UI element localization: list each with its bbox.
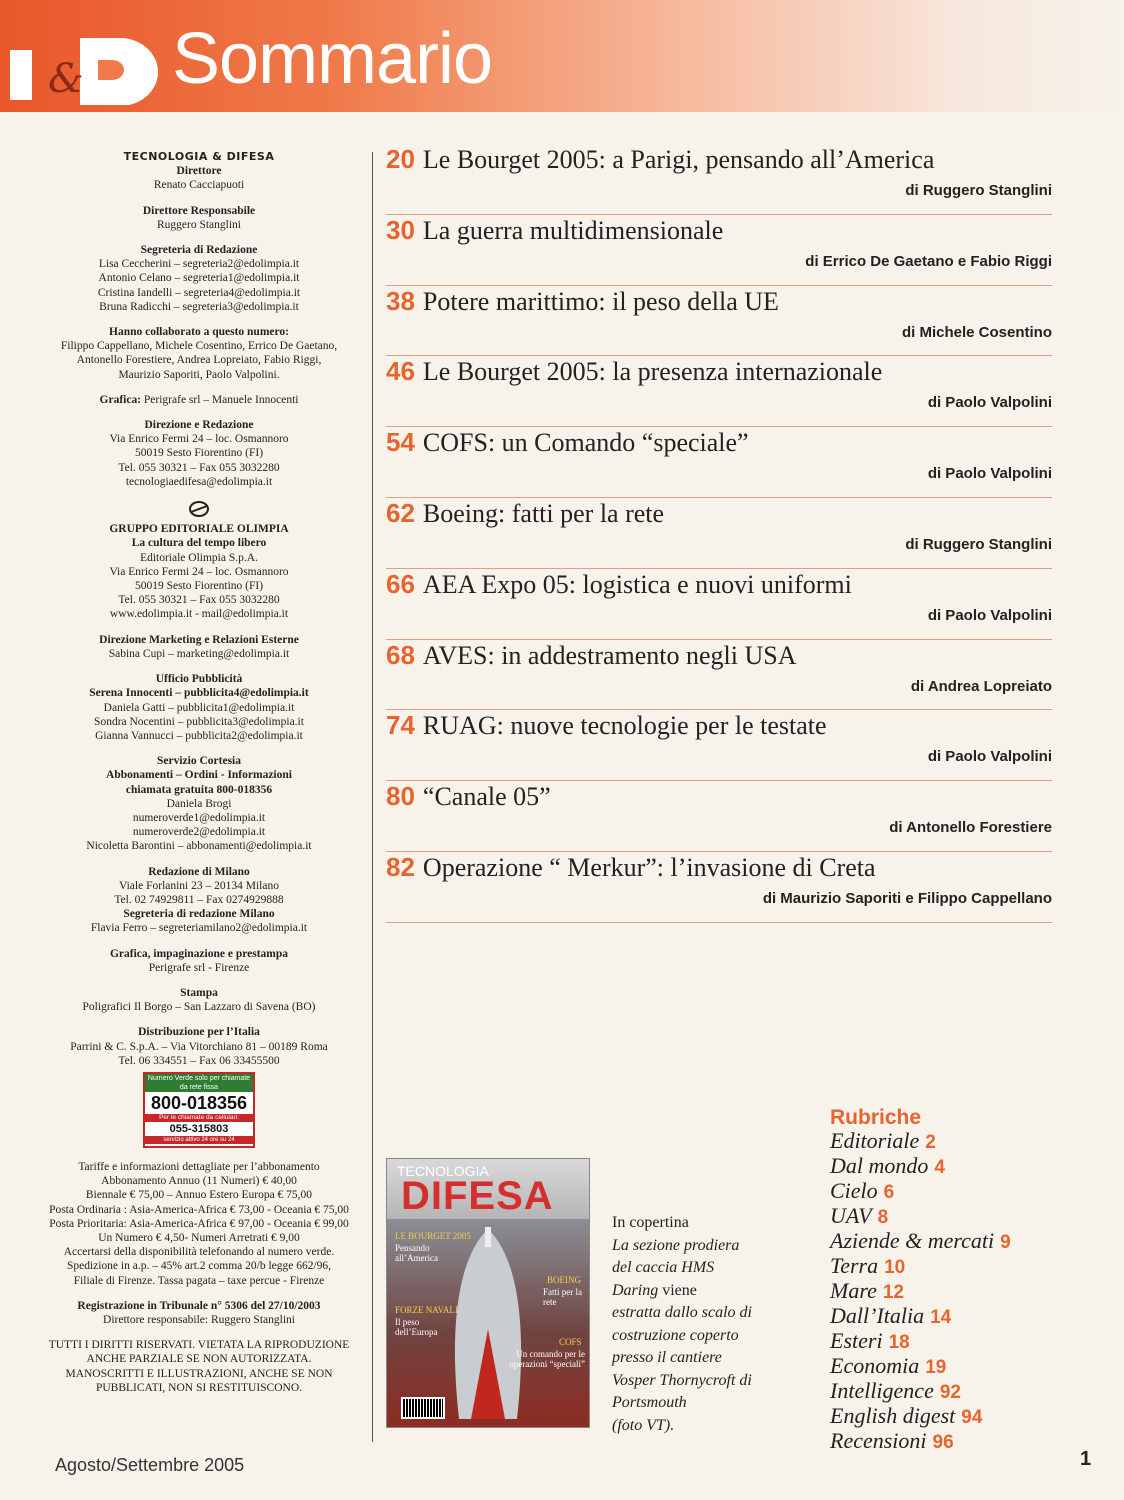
caption-line: presso il cantiere bbox=[612, 1349, 722, 1366]
pubblicita-line: Serena Innocenti – pubblicita4@edolimpia.it bbox=[89, 687, 309, 700]
rubrica-item[interactable] bbox=[830, 1379, 1011, 1404]
toc-page-number: 82 bbox=[386, 851, 415, 882]
toc-author: di Maurizio Saporiti e Filippo Cappellano bbox=[762, 889, 1052, 907]
caption-line: (foto VT). bbox=[612, 1416, 675, 1434]
cover-text: Un comando per le operazioni “speciali” bbox=[509, 1349, 585, 1369]
segreteria-line: Lisa Ceccherini – segreteria2@edolimpia.it bbox=[98, 258, 300, 271]
segreteria-label: Segreteria di Redazione bbox=[140, 244, 258, 257]
rubrica-item[interactable] bbox=[830, 1229, 1011, 1254]
tariffe-line: Biennale € 75,00 – Annuo Estero Europa € 75,00 bbox=[85, 1189, 313, 1202]
rubrica-page: 6 bbox=[883, 1182, 895, 1203]
toc-author: di Andrea Lopreiato bbox=[910, 677, 1052, 695]
toc-title: La guerra multidimensionale bbox=[422, 215, 724, 245]
numero-verde-number: 800-018356 bbox=[150, 1092, 248, 1113]
caption-line: Vosper Thornycroft di bbox=[612, 1371, 752, 1389]
rubrica-label: Recensioni bbox=[830, 1428, 927, 1453]
caption-line: Daring bbox=[612, 1281, 663, 1299]
gruppo-line: 50019 Sesto Fiorentino (FI) bbox=[134, 580, 264, 593]
rubrica-label: Mare bbox=[830, 1278, 877, 1303]
diritti-line: TUTTI I DIRITTI RISERVATI. VIETATA LA RIPRODUZIONE bbox=[48, 1339, 350, 1352]
toc-title: Le Bourget 2005: a Parigi, pensando all’America bbox=[422, 145, 935, 174]
cover-text: Pensando all’America bbox=[395, 1243, 438, 1263]
toc-page-number: 38 bbox=[386, 285, 415, 316]
toc-page-number: 66 bbox=[386, 568, 415, 599]
toc-page-number: 68 bbox=[386, 639, 415, 670]
gruppo-label: GRUPPO EDITORIALE OLIMPIA bbox=[109, 523, 289, 536]
rubrica-page: 19 bbox=[925, 1357, 947, 1378]
rubrica-label: Economia bbox=[830, 1353, 920, 1378]
rubrica-label: English digest bbox=[830, 1403, 956, 1428]
page-number: 1 bbox=[1080, 1448, 1092, 1470]
rubrica-page: 14 bbox=[930, 1307, 952, 1328]
direzione-line: Tel. 055 30321 – Fax 055 3032280 bbox=[118, 461, 280, 474]
milano-label: Redazione di Milano bbox=[148, 865, 250, 878]
segreteria-line: Bruna Radicchi – segreteria3@edolimpia.it bbox=[99, 300, 299, 313]
cortesia-label: Servizio Cortesia bbox=[157, 755, 241, 768]
olimpia-logo-icon bbox=[188, 500, 210, 518]
resp-label: Direttore Responsabile bbox=[142, 204, 256, 217]
toc-item[interactable] bbox=[386, 569, 1052, 640]
toc-title: Potere marittimo: il peso della UE bbox=[422, 286, 779, 316]
page-title: Sommario bbox=[172, 19, 493, 99]
direzione-line: tecnologiaedifesa@edolimpia.it bbox=[125, 475, 273, 488]
tariffe-line: Spedizione in a.p. – 45% art.2 comma 20/b legge 662/96, bbox=[66, 1260, 332, 1273]
tariffe-line: Filiale di Firenze. Tassa pagata – taxe percue - Firenze bbox=[73, 1274, 325, 1287]
distribuzione-line: Tel. 06 334551 – Fax 06 33455500 bbox=[118, 1054, 280, 1067]
direzione-label: Direzione e Redazione bbox=[144, 419, 254, 432]
registrazione-dir: Direttore responsabile: Ruggero Stanglini bbox=[103, 1314, 295, 1326]
rubriche-heading: Rubriche bbox=[830, 1106, 922, 1129]
toc-author: di Paolo Valpolini bbox=[927, 465, 1052, 483]
issue-date: Agosto/Settembre 2005 bbox=[55, 1455, 245, 1475]
tariffe-line: Accertarsi della disponibilità telefonando al numero verde. bbox=[63, 1246, 335, 1259]
rubrica-item[interactable] bbox=[830, 1354, 1011, 1379]
toc-title: AVES: in addestramento negli USA bbox=[422, 640, 797, 670]
toc-author: di Michele Cosentino bbox=[901, 323, 1052, 341]
milano-seg-label: Segreteria di redazione Milano bbox=[123, 908, 275, 921]
cortesia-line: chiamata gratuita 800-018356 bbox=[125, 783, 273, 796]
toc-title: “Canale 05” bbox=[422, 782, 551, 812]
toc-page-number: 20 bbox=[386, 144, 415, 174]
rubrica-item[interactable] bbox=[830, 1429, 1011, 1454]
collab-label: Hanno collaborato a questo numero: bbox=[109, 326, 289, 339]
tariffe-line: Posta Ordinaria : Asia-America-Africa € 73,00 - Oceania € 75,00 bbox=[49, 1203, 349, 1216]
cover-text: Fatti per la rete bbox=[543, 1287, 582, 1307]
direzione-line: 50019 Sesto Fiorentino (FI) bbox=[134, 447, 264, 460]
collab-line: Filippo Cappellano, Michele Cosentino, Errico De Gaetano, bbox=[60, 340, 338, 353]
rubrica-page: 2 bbox=[925, 1132, 936, 1153]
rubriche-list bbox=[830, 1106, 1011, 1454]
impaginazione-value: Perigrafe srl - Firenze bbox=[148, 961, 250, 974]
rubrica-page: 4 bbox=[934, 1157, 945, 1178]
rubrica-label: UAV bbox=[830, 1203, 872, 1228]
pubblicita-line: Sondra Nocentini – pubblicita3@edolimpia.it bbox=[94, 715, 304, 728]
toc-item[interactable] bbox=[386, 640, 1052, 711]
cortesia-line: Abbonamenti – Ordini - Informazioni bbox=[106, 769, 292, 782]
numero-verde-box bbox=[143, 1072, 255, 1148]
toc-author: di Paolo Valpolini bbox=[927, 748, 1052, 766]
rubrica-item[interactable] bbox=[830, 1129, 1011, 1154]
tariffe-line: Tariffe e informazioni dettagliate per l’abbonamento bbox=[78, 1160, 320, 1173]
rubrica-label: Aziende & mercati bbox=[830, 1228, 995, 1253]
caption-line: costruzione coperto bbox=[612, 1326, 739, 1344]
cortesia-line: Daniela Brogi bbox=[166, 797, 232, 810]
rubrica-item[interactable] bbox=[830, 1254, 1011, 1279]
rubrica-label: Terra bbox=[830, 1253, 879, 1278]
impaginazione-label: Grafica, impaginazione e prestampa bbox=[109, 947, 289, 960]
toc-author: di Ruggero Stanglini bbox=[905, 182, 1052, 199]
rubrica-page: 10 bbox=[884, 1257, 906, 1278]
caption-line: Portsmouth bbox=[612, 1394, 687, 1411]
rubrica-page: 96 bbox=[932, 1432, 954, 1453]
toc-title: Boeing: fatti per la rete bbox=[422, 498, 665, 528]
cover-thumbnail bbox=[386, 1158, 590, 1428]
toc-title: Operazione “ Merkur”: l’invasione di Creta bbox=[422, 852, 876, 882]
toc-page-number: 46 bbox=[386, 356, 415, 387]
cover-title-main: DIFESA bbox=[401, 1174, 554, 1218]
collab-line: Antonello Forestiere, Andrea Lopreiato, Fabio Riggi, bbox=[76, 354, 322, 367]
toc-author: di Ruggero Stanglini bbox=[905, 535, 1052, 553]
rubrica-label: Cielo bbox=[830, 1178, 878, 1203]
toc-author: di Paolo Valpolini bbox=[927, 606, 1052, 624]
toc-title: RUAG: nuove tecnologie per le testate bbox=[422, 711, 827, 741]
toc-item[interactable] bbox=[386, 710, 1052, 781]
rubrica-item[interactable] bbox=[830, 1404, 1011, 1429]
toc-item[interactable] bbox=[386, 852, 1052, 923]
pubblicita-line: Daniela Gatti – pubblicita1@edolimpia.it bbox=[103, 701, 295, 714]
toc-item[interactable] bbox=[386, 427, 1052, 498]
gruppo-sub: La cultura del tempo libero bbox=[131, 537, 267, 550]
rubrica-page: 92 bbox=[939, 1382, 961, 1403]
rubrica-label: Editoriale bbox=[830, 1128, 920, 1153]
rubrica-item[interactable] bbox=[830, 1204, 1011, 1229]
toc-item[interactable] bbox=[386, 781, 1052, 852]
segreteria-line: Cristina Iandelli – segreteria4@edolimpia.it bbox=[97, 286, 301, 299]
milano-line: Tel. 02 74929811 – Fax 0274929888 bbox=[114, 893, 284, 906]
masthead bbox=[40, 150, 358, 1406]
caption-line: estratta dallo scalo di bbox=[612, 1304, 752, 1321]
cover-text: BOEING bbox=[547, 1275, 581, 1285]
toc-item[interactable] bbox=[386, 498, 1052, 569]
segreteria-line: Antonio Celano – segreteria1@edolimpia.it bbox=[98, 272, 300, 285]
caption-line: La sezione prodiera bbox=[612, 1236, 740, 1254]
rubrica-item[interactable] bbox=[830, 1154, 1011, 1179]
grafica-label: Grafica: bbox=[99, 393, 142, 406]
header-band bbox=[0, 0, 1124, 112]
rubrica-item[interactable] bbox=[830, 1329, 1011, 1354]
toc-page-number: 74 bbox=[386, 710, 415, 741]
direzione-line: Via Enrico Fermi 24 – loc. Osmannoro bbox=[109, 433, 289, 446]
cover-text: Il peso dell’Europa bbox=[395, 1317, 438, 1337]
toc-title: Le Bourget 2005: la presenza internazionale bbox=[422, 357, 883, 387]
toc-title: AEA Expo 05: logistica e nuovi uniformi bbox=[422, 569, 852, 599]
toc-page-number: 62 bbox=[386, 497, 415, 528]
director-label: Direttore bbox=[176, 165, 222, 178]
cortesia-line: numeroverde2@edolimpia.it bbox=[132, 826, 266, 839]
tariffe-line: Abbonamento Annuo (11 Numeri) € 40,00 bbox=[101, 1175, 297, 1188]
caption-line: viene bbox=[662, 1281, 697, 1299]
collab-line: Maurizio Saporiti, Paolo Valpolini. bbox=[118, 368, 280, 381]
cortesia-line: numeroverde1@edolimpia.it bbox=[132, 811, 266, 824]
stampa-value: Poligrafici Il Borgo – San Lazzaro di Savena (BO) bbox=[82, 1001, 316, 1014]
numero-verde-top: Numero Verde solo per chiamate da rete fissa bbox=[145, 1074, 253, 1092]
pubblicita-line: Gianna Vannucci – pubblicita2@edolimpia.it bbox=[95, 729, 303, 742]
toc-item[interactable] bbox=[386, 215, 1052, 286]
distribuzione-line: Parrini & C. S.p.A. – Via Vitorchiano 81 – 00189 Roma bbox=[70, 1040, 328, 1053]
rubrica-page: 9 bbox=[1000, 1232, 1011, 1253]
brand-name: TECNOLOGIA & DIFESA bbox=[123, 150, 275, 163]
numero-verde-number2: 055-315803 bbox=[169, 1122, 229, 1135]
rubrica-page: 8 bbox=[877, 1207, 889, 1228]
barcode-icon bbox=[401, 1397, 445, 1419]
caption-line: del caccia HMS bbox=[612, 1259, 715, 1276]
rubrica-label: Intelligence bbox=[830, 1378, 934, 1403]
toc-item[interactable] bbox=[386, 144, 1052, 215]
numero-verde-mid: Per le chiamate da cellulari: bbox=[145, 1114, 253, 1122]
svg-text:&: & bbox=[48, 56, 84, 102]
rubrica-page: 18 bbox=[888, 1332, 910, 1353]
registrazione: Registrazione in Tribunale n° 5306 del 27/10/2003 bbox=[77, 1299, 321, 1312]
marketing-value: Sabina Cupi – marketing@edolimpia.it bbox=[108, 647, 290, 660]
marketing-label: Direzione Marketing e Relazioni Esterne bbox=[99, 633, 299, 646]
gruppo-line: Via Enrico Fermi 24 – loc. Osmannoro bbox=[109, 565, 289, 578]
toc-item[interactable] bbox=[386, 356, 1052, 427]
rubrica-page: 94 bbox=[961, 1407, 983, 1428]
toc-author: di Paolo Valpolini bbox=[927, 394, 1052, 412]
toc-page-number: 54 bbox=[386, 427, 415, 458]
director-name: Renato Cacciapuoti bbox=[153, 179, 245, 192]
rubrica-item[interactable] bbox=[830, 1279, 1011, 1304]
cover-text: LE BOURGET 2005 bbox=[395, 1231, 471, 1241]
gruppo-line: Editoriale Olimpia S.p.A. bbox=[140, 551, 258, 564]
gruppo-line: www.edolimpia.it - mail@edolimpia.it bbox=[109, 608, 289, 621]
rubrica-label: Dal mondo bbox=[830, 1153, 929, 1178]
diritti-line: MANOSCRITTI E ILLUSTRAZIONI, ANCHE SE NON bbox=[65, 1367, 333, 1380]
cover-caption bbox=[612, 1212, 752, 1437]
gruppo-line: Tel. 055 30321 – Fax 055 3032280 bbox=[118, 594, 280, 607]
caption-heading: In copertina bbox=[612, 1214, 689, 1231]
cover-masthead bbox=[387, 1159, 589, 1219]
toc-page-number: 30 bbox=[386, 214, 415, 245]
rubrica-page: 12 bbox=[882, 1282, 904, 1303]
rubrica-item[interactable] bbox=[830, 1179, 1011, 1204]
stampa-label: Stampa bbox=[180, 986, 218, 999]
toc-title: COFS: un Comando “speciale” bbox=[422, 428, 749, 458]
milano-line: Viale Forlanini 23 – 20134 Milano bbox=[119, 879, 279, 892]
numero-verde-bottom: servizio attivo 24 ore su 24 bbox=[145, 1136, 253, 1144]
toc-list bbox=[386, 144, 1052, 923]
td-logo-icon bbox=[10, 30, 160, 105]
diritti-line: PUBBLICATI, NON SI RESTITUISCONO. bbox=[95, 1381, 303, 1394]
resp-name: Ruggero Stanglini bbox=[156, 218, 241, 231]
rubrica-item[interactable] bbox=[830, 1304, 1011, 1329]
tariffe-line: Un Numero € 4,50- Numeri Arretrati € 9,00 bbox=[98, 1231, 300, 1244]
diritti-line: ANCHE PARZIALE SE NON AUTORIZZATA. bbox=[86, 1353, 312, 1366]
distribuzione-label: Distribuzione per l’Italia bbox=[138, 1026, 260, 1039]
cortesia-line: Nicoletta Barontini – abbonamenti@edolimpia.it bbox=[86, 840, 312, 853]
cover-text: COFS bbox=[559, 1337, 582, 1347]
toc-author: di Antonello Forestiere bbox=[889, 819, 1052, 837]
pubblicita-label: Ufficio Pubblicità bbox=[155, 673, 243, 686]
column-divider bbox=[372, 152, 373, 1442]
rubrica-label: Esteri bbox=[830, 1328, 883, 1353]
milano-seg-value: Flavia Ferro – segreteriamilano2@edolimpia.it bbox=[90, 922, 308, 935]
rubrica-label: Dall’Italia bbox=[830, 1303, 925, 1328]
toc-author: di Errico De Gaetano e Fabio Riggi bbox=[805, 252, 1052, 270]
cover-title-top: TECNOLOGIA bbox=[397, 1163, 489, 1179]
cover-text: FORZE NAVALI bbox=[395, 1305, 458, 1315]
grafica-value: Perigrafe srl – Manuele Innocenti bbox=[143, 393, 299, 406]
tariffe-line: Posta Prioritaria: Asia-America-Africa € 97,00 - Oceania € 99,00 bbox=[49, 1217, 349, 1230]
toc-item[interactable] bbox=[386, 286, 1052, 357]
toc-page-number: 80 bbox=[386, 781, 415, 812]
